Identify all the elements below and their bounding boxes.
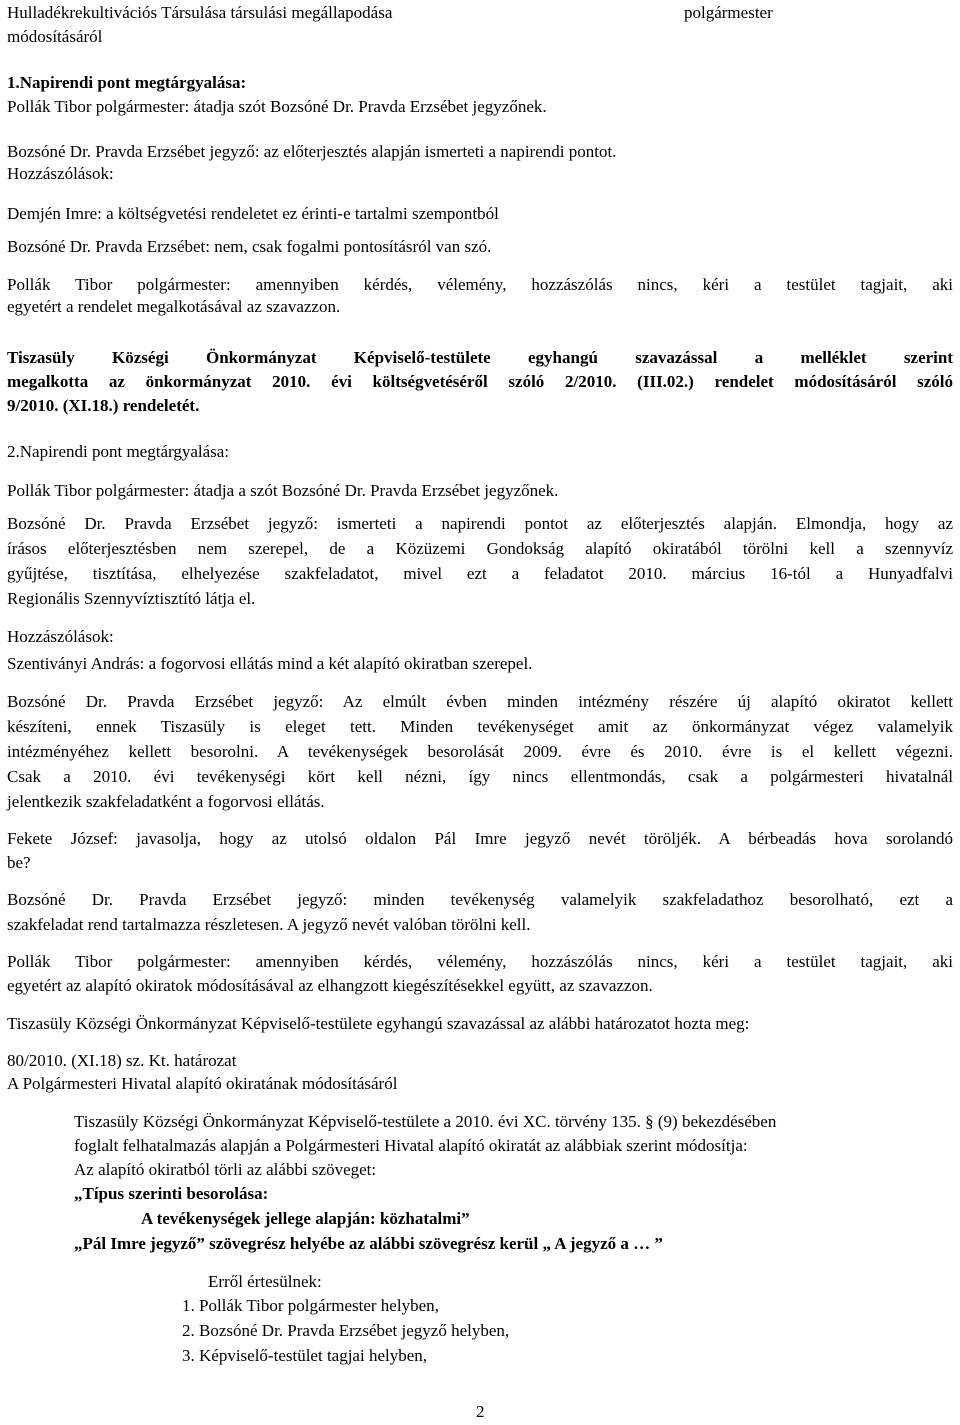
notified-list-item: 3. Képviselő-testület tagjai helyben, (182, 1346, 428, 1365)
paragraph-line: jelentkezik szakfeladatként a fogorvosi ellátás. (7, 792, 325, 811)
paragraph-line: szakfeladat rend tartalmazza részletesen. A jegyző nevét valóban törölni kell. (7, 915, 531, 934)
header-right: polgármester (684, 3, 773, 22)
header-title-line-1: Hulladékrekultivációs Társulása társulási megállapodása (7, 3, 393, 22)
resolution-title: A Polgármesteri Hivatal alapító okiratának módosításáról (7, 1074, 398, 1093)
paragraph-line: Bozsóné Dr. Pravda Erzsébet: nem, csak fogalmi pontosításról van szó. (7, 237, 492, 256)
resolution-text-line: A tevékenységek jellege alapján: közhatalmi” (141, 1209, 470, 1228)
paragraph-line: Bozsóné Dr. Pravda Erzsébet jegyző: ismerteti a napirendi pontot az előterjesztés alapján. Elmondja, hogy az (7, 514, 953, 533)
notified-heading: Erről értesülnek: (208, 1272, 322, 1291)
paragraph-line: Demjén Imre: a költségvetési rendeletet ez érinti-e tartalmi szempontból (7, 204, 499, 223)
paragraph-line: Fekete József: javasolja, hogy az utolsó oldalon Pál Imre jegyző nevét töröljék. A bérbeadás hova sorolandó (7, 829, 953, 848)
resolution-text-line: „Típus szerinti besorolása: (74, 1184, 269, 1203)
notified-list-item: 1. Pollák Tibor polgármester helyben, (182, 1296, 439, 1315)
paragraph-line: Pollák Tibor polgármester: átadja szót Bozsóné Dr. Pravda Erzsébet jegyzőnek. (7, 97, 547, 116)
comments-heading: Hozzászólások: (7, 164, 114, 183)
paragraph-line: írásos előterjesztésben nem szerepel, de a Közüzemi Gondokság alapító okiratából törölni kell a szennyvíz (7, 539, 953, 558)
paragraph-line: intézményéhez kellett besorolni. A tevékenységek besorolását 2009. évre és 2010. évre is el kellett végezni. (7, 742, 953, 761)
paragraph-line: Bozsóné Dr. Pravda Erzsébet jegyző: az előterjesztés alapján ismerteti a napirendi pontot. (7, 142, 617, 161)
resolution-text-line: Az alapító okiratból törli az alábbi szöveget: (74, 1160, 377, 1179)
paragraph-line: Regionális Szennyvíztisztító látja el. (7, 589, 256, 608)
paragraph-line: készíteni, ennek Tiszasüly is eleget tett. Minden tevékenységet amit az önkormányzat végez valamelyik (7, 717, 953, 736)
paragraph-line: Bozsóné Dr. Pravda Erzsébet jegyző: Az elmúlt évben minden intézmény részére új alapító okiratot kellett (7, 692, 953, 711)
paragraph-line: egyetért az alapító okiratok módosításával az elhangzott kiegészítésekkel együtt, az szavazzon. (7, 976, 653, 995)
resolution-line: megalkotta az önkormányzat 2010. évi költségvetéséről szóló 2/2010. (III.02.) rendelet módosításáról szóló (7, 372, 953, 391)
resolution-line: Tiszasüly Községi Önkormányzat Képviselő-testülete egyhangú szavazással a melléklet szerint (7, 348, 953, 367)
page-number: 2 (476, 1402, 485, 1421)
agenda-item-1-heading: 1.Napirendi pont megtárgyalása: (7, 73, 247, 92)
paragraph-line: egyetért a rendelet megalkotásával az szavazzon. (7, 297, 341, 316)
paragraph-line: Szentiványi András: a fogorvosi ellátás mind a két alapító okiratban szerepel. (7, 654, 533, 673)
paragraph-line: Pollák Tibor polgármester: amennyiben kérdés, vélemény, hozzászólás nincs, kéri a testület tagjait, aki (7, 275, 953, 294)
paragraph-line: gyűjtése, tisztítása, elhelyezése szakfeladatot, mivel ezt a feladatot 2010. március 16-tól a Hunyadfalvi (7, 564, 953, 583)
paragraph-line: Pollák Tibor polgármester: amennyiben kérdés, vélemény, hozzászólás nincs, kéri a testület tagjait, aki (7, 952, 953, 971)
agenda-item-2-heading: 2.Napirendi pont megtárgyalása: (7, 442, 230, 461)
resolution-line: 9/2010. (XI.18.) rendeletét. (7, 396, 200, 415)
resolution-number: 80/2010. (XI.18) sz. Kt. határozat (7, 1051, 237, 1070)
header-title (7, 1, 392, 49)
notified-list-item: 2. Bozsóné Dr. Pravda Erzsébet jegyző helyben, (182, 1321, 510, 1340)
header-title-line-2: módosításáról (7, 27, 103, 46)
comments-heading: Hozzászólások: (7, 627, 114, 646)
paragraph-line: Bozsóné Dr. Pravda Erzsébet jegyző: minden tevékenység valamelyik szakfeladathoz besorolható, ezt a (7, 890, 953, 909)
resolution-text-line: „Pál Imre jegyző” szövegrész helyébe az alábbi szövegrész kerül „ A jegyző a … ” (74, 1234, 663, 1253)
paragraph-line: Pollák Tibor polgármester: átadja a szót Bozsóné Dr. Pravda Erzsébet jegyzőnek. (7, 481, 559, 500)
paragraph-line: Csak a 2010. évi tevékenységi kört kell nézni, így nincs ellentmondás, csak a polgármesteri hivatalnál (7, 767, 953, 786)
resolution-text-line: foglalt felhatalmazás alapján a Polgármesteri Hivatal alapító okiratát az alábbiak szerint módosítja: (74, 1136, 748, 1155)
paragraph-line: be? (7, 853, 31, 872)
paragraph-line: Tiszasüly Községi Önkormányzat Képviselő-testülete egyhangú szavazással az alábbi határozatot hozta meg: (7, 1014, 750, 1033)
resolution-text-line: Tiszasüly Községi Önkormányzat Képviselő-testülete a 2010. évi XC. törvény 135. § (9) bekezdésében (74, 1112, 777, 1131)
